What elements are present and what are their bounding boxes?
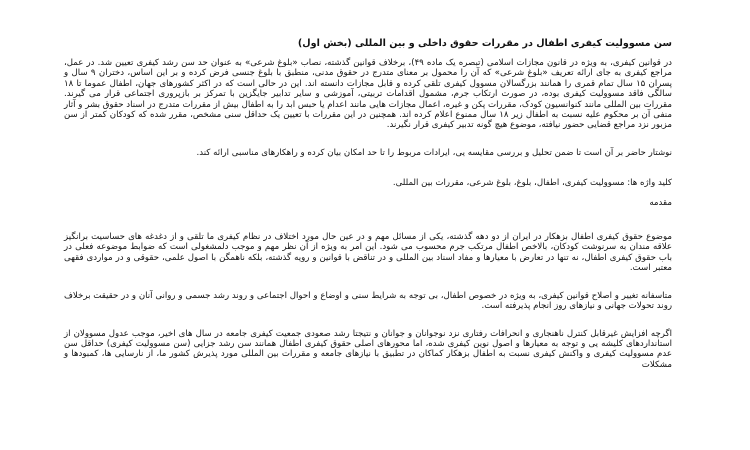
spacer: [64, 131, 672, 148]
purpose-paragraph: نوشتار حاضر بر آن است تا ضمن تحلیل و بررسی مقایسه یی، ایرادات مربوط را تا حد امکان بیان کرده و راهکارهای مناسبی ارائه کند.: [196, 147, 672, 158]
document-title: سن مسوولیت کیفری اطفال در مقررات حقوق داخلی و بین المللی (بخش اول): [297, 38, 672, 49]
spacer: [64, 158, 672, 178]
introduction-heading: مقدمه: [649, 197, 672, 208]
body-paragraph-2: متاسفانه تغییر و اصلاح قوانین کیفری، به ویژه در خصوص اطفال، بی توجه به شرایط سنی و اوضاع و احوال اجتماعی و روند رشد جسمی و روانی آنان و در حقیقت برخلاف روند تحولات جهانی و نیازهای روز انجام پذیرفته است.: [64, 290, 672, 312]
spacer: [64, 208, 672, 232]
spacer: [64, 312, 672, 329]
spacer: [64, 274, 672, 291]
abstract-paragraph: در قوانین کیفری، به ویژه در قانون مجازات اسلامی (تبصره یک ماده ۴۹)، برخلاف قوانین گذشته، نصاب «بلوغ شرعی» به عنوان حد سن رشد کیفری تعیین شد. در عمل، مراجع کیفری به جای ارائه تعریف «بلوغ شرعی» که آن را محمول بر معنای متدرج در حقوق مدنی، منطبق با بلوغ جنسی فرض کرده و بر این اساس، دختران ۹ سال و پسران ۱۵ سال تمام قمری را همانند بزرگسالان مسوول کیفری تلقی کرده و قابل مجازات دانسته اند. این در حالی است که در اکثر کشورهای جهان، اطفال عموما تا ۱۸ سالگی فاقد مسوولیت کیفری بوده، در صورت ارتکاب جرم، مشمول اقدامات تربیتی، آموزشی و سایر تدابیر جایگزین با تمرکز بر بازپروری اجتماعی قرار می گیرند. مقررات بین المللی مانند کنوانسیون کودک، مقررات پکن و غیره، اعمال مجازات هایی مانند اعدام یا حبس ابد را به اطفال بیش از مقررات متدرج در اسناد حقوق بشر و آثار منفی آن بر محکوم علیه نسبت به اطفال زیر ۱۸ سال ممنوع اعلام کرده اند. همچنین در این مقررات با تعیین یک حداقل سنی مشخص، مقرر شده که کودکان کمتر از سن مزبور نزد مراجع قضایی حضور نیافته، موضوع هیچ گونه تدبیر کیفری قرار نگیرند.: [64, 58, 673, 131]
body-paragraph-1: موضوع حقوق کیفری اطفال بزهکار در ایران از دو دهه گذشته، یکی از مسائل مهم و در عین حال مورد اختلاف در نظام کیفری ما تلقی و از دغدغه های حساسیت برانگیز علاقه مندان به سرنوشت کودکان، بالاخص اطفال مرتکب جرم محسوب می شود. این امر به ویژه از آن نظر مهم و موجب دلمشغولی است که ضوابط موضوعه فعلی در باب حقوق کیفری اطفال، نه تنها در تعارض با معیارها و مفاد اسناد بین المللی و در تناقض با قوانین و رویه گذشته، بلکه ناهمگن با اصول علمی، حقوقی و در مواردی فقهی معتبر است.: [64, 232, 672, 274]
keywords-line: کلید واژه ها: مسوولیت کیفری، اطفال، بلوغ، بلوغ شرعی، مقررات بین المللی.: [392, 178, 672, 189]
body-paragraph-3: اگرچه افزایش غیرقابل کنترل ناهنجاری و انحرافات رفتاری نزد نوجوانان و جوانان و نتیجتا رشد صعودی جمعیت کیفری جامعه در سال های اخیر، موجب عدول مسوولان از استانداردهای کلیشه یی و توجه به معیارها و اصول نوین کیفری شده، اما محورهای اصلی حقوق کیفری اطفال همانند سن رشد جزایی (سن مسوولیت کیفری) حداقل سن عدم مسوولیت کیفری و واکنش کیفری نسبت به اطفال بزهکار کماکان در تطبیق با نیازهای جامعه و مقررات بین المللی مورد پذیرش کشور ما، از نارسایی ها، کمبودها و مشکلات: [64, 328, 672, 370]
